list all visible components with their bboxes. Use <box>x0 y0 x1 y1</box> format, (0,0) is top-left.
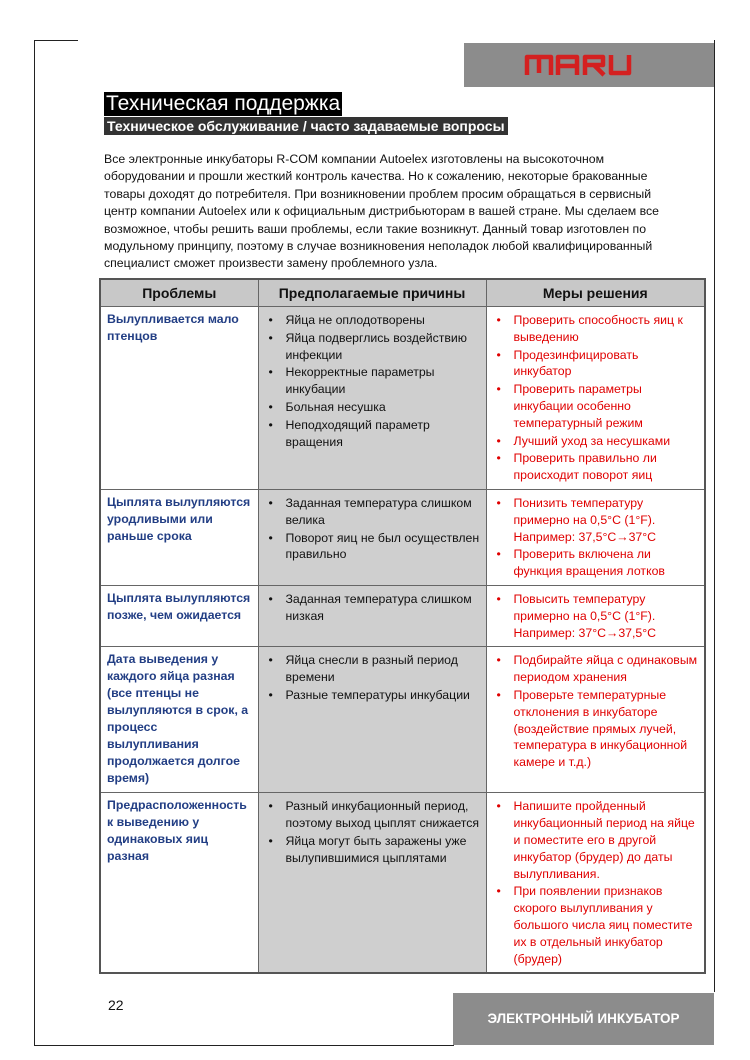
solutions-cell <box>486 647 705 793</box>
solution-item: • Проверьте температурные отклонения в инкубаторе (воздействие прямых лучей, температура в инкубационной камере и т.д.) <box>493 687 700 771</box>
intro-line: оборудовании и прошли жесткий контроль качества. Но к сожалению, некоторые бракованные <box>104 169 648 184</box>
cause-item: • Неподходящий параметр вращения <box>265 417 481 451</box>
problem-cell: Предрасположенность к выведению у одинаковых яиц разная <box>100 793 258 973</box>
intro-line: возможное, чтобы решить ваши проблемы, если такие возникнут. Данный товар изготовлен по <box>104 221 647 236</box>
cause-item: • Больная несушка <box>265 399 481 416</box>
causes-cell <box>258 489 486 585</box>
problem-cell: Дата выведения у каждого яйца разная (все птенцы не вылупляются в срок, а процесс вылупливания продолжается долгое время) <box>100 647 258 793</box>
table-row <box>100 647 705 793</box>
page-subtitle: Техническое обслуживание / часто задаваемые вопросы <box>104 117 508 135</box>
maru-logo <box>524 52 654 78</box>
page-frame-bottom <box>34 1045 454 1046</box>
table-row <box>100 307 705 490</box>
solution-item: • Напишите пройденный инкубационный период на яйце и поместите его в другой инкубатор (брудер) до даты вылупливания. <box>493 798 700 882</box>
page-title: Техническая поддержка <box>106 92 341 115</box>
table-header-row <box>100 279 705 307</box>
troubleshooting-table <box>99 278 706 974</box>
footer-label: ЭЛЕКТРОННЫЙ ИНКУБАТОР <box>453 993 714 1045</box>
causes-cell <box>258 585 486 646</box>
cause-item: • Разный инкубационный период, поэтому выход цыплят снижается <box>265 798 481 832</box>
solution-item: • Подбирайте яйца с одинаковым периодом хранения <box>493 652 700 686</box>
cause-item: • Яйца подверглись воздействию инфекции <box>265 330 481 364</box>
solutions-cell <box>486 585 705 646</box>
intro-line: Все электронные инкубаторы R-COM компании Autoelex изготовлены на высокоточном <box>104 152 605 166</box>
table-row <box>100 585 705 646</box>
cause-item: • Некорректные параметры инкубации <box>265 364 481 398</box>
table-row <box>100 793 705 973</box>
cause-item: • Яйца снесли в разный период времени <box>265 652 481 686</box>
column-header-solutions: Меры решения <box>486 279 705 307</box>
intro-line: специалист сможет произвести замену проблемного узла. <box>104 256 438 271</box>
solutions-cell <box>486 793 705 973</box>
problem-cell: Вылупливается мало птенцов <box>100 307 258 490</box>
solution-item: • Проверить включена ли функция вращения лотков <box>493 546 700 580</box>
causes-cell <box>258 647 486 793</box>
solutions-cell <box>486 307 705 490</box>
cause-item: • Яйца не оплодотворены <box>265 312 481 329</box>
solution-item: • Проверить способность яиц к выведению <box>493 312 700 346</box>
page-frame-left <box>34 40 35 1046</box>
logo-bar <box>464 43 714 87</box>
intro-line: модульному принципу, поэтому в случае возникновения неполадок любой квалифицированный <box>104 239 653 254</box>
page-frame-top <box>34 40 78 41</box>
column-header-problems: Проблемы <box>100 279 258 307</box>
solution-item: • При появлении признаков скорого вылупливания у большого числа яиц поместите их в отдельный инкубатор (брудер) <box>493 883 700 967</box>
solution-item: • Лучший уход за несушками <box>493 433 700 450</box>
problem-cell: Цыплята вылупляются позже, чем ожидается <box>100 585 258 646</box>
intro-line: центр компании Autoelex или к официальным дистрибьюторам в вашей стране. Мы сделаем все <box>104 204 659 219</box>
solution-item: • Проверить правильно ли происходит поворот яиц <box>493 450 700 484</box>
page-number: 22 <box>108 997 124 1013</box>
solutions-cell <box>486 489 705 585</box>
intro-paragraph <box>104 151 694 273</box>
cause-item: • Заданная температура слишком низкая <box>265 591 481 625</box>
causes-cell <box>258 307 486 490</box>
solution-item: • Продезинфицировать инкубатор <box>493 347 700 381</box>
table-row <box>100 489 705 585</box>
cause-item: • Разные температуры инкубации <box>265 687 481 704</box>
cause-item: • Заданная температура слишком велика <box>265 495 481 529</box>
intro-line: товары доходят до потребителя. При возникновении проблем просим обращаться в сервисный <box>104 186 652 201</box>
causes-cell <box>258 793 486 973</box>
problem-cell: Цыплята вылупляются уродливыми или раньше срока <box>100 489 258 585</box>
solution-item: • Проверить параметры инкубации особенно температурный режим <box>493 381 700 431</box>
solution-item: • Повысить температуру примерно на 0,5°C (1°F). Например: 37°C→37,5°C <box>493 591 700 641</box>
solution-item: • Понизить температуру примерно на 0,5°C (1°F). Например: 37,5°C→37°C <box>493 495 700 545</box>
page-frame-right <box>714 40 715 992</box>
column-header-causes: Предполагаемые причины <box>258 279 486 307</box>
cause-item: • Яйца могут быть заражены уже вылупившимися цыплятами <box>265 833 481 867</box>
cause-item: • Поворот яиц не был осуществлен правильно <box>265 530 481 564</box>
